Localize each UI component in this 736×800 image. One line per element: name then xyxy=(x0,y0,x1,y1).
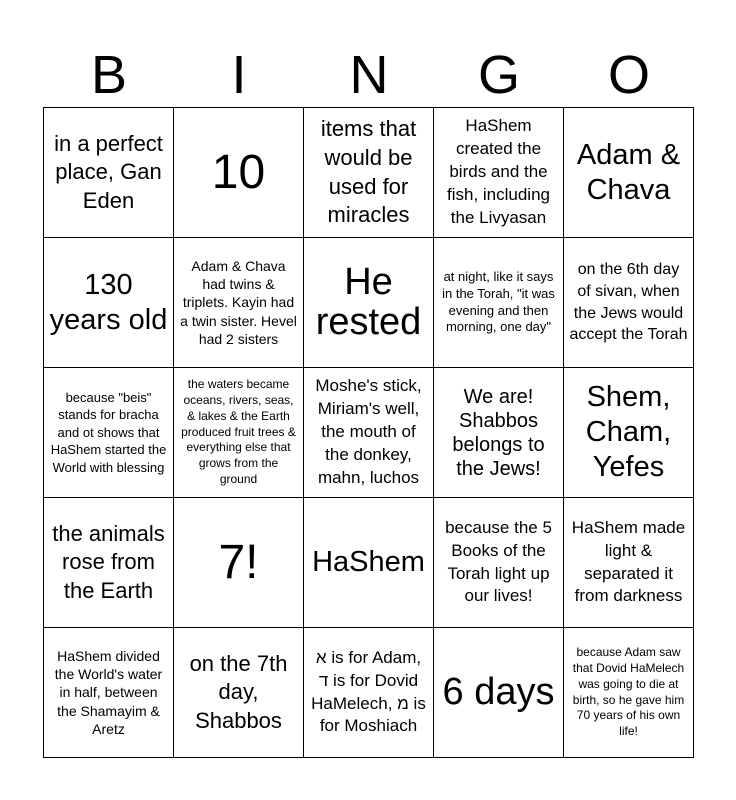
cell-text: HaShem divided the World's water in half, between the Shamayim & Aretz xyxy=(54,648,163,737)
cell-text: 7! xyxy=(218,535,259,589)
bingo-cell-r2c1[interactable] xyxy=(44,238,174,368)
bingo-cell-r4c1[interactable] xyxy=(44,498,174,628)
bingo-cell-r2c4[interactable] xyxy=(434,238,564,368)
bingo-cell-r4c3[interactable] xyxy=(304,498,434,628)
cell-text: items that would be used for miracles xyxy=(320,116,417,228)
bingo-cell-r1c3[interactable] xyxy=(304,108,434,238)
cell-text: HaShem created the birds and the fish, including the Livyasan xyxy=(446,116,550,227)
cell-text: Moshe's stick, Miriam's well, the mouth of the donkey, mahn, luchos xyxy=(315,376,422,487)
cell-text: the waters became oceans, rivers, seas, & lakes & the Earth produced fruit trees & everything else that grows from the ground xyxy=(181,377,296,487)
bingo-cell-r3c4[interactable] xyxy=(434,368,564,498)
cell-text: at night, like it says in the Torah, "it was evening and then morning, one day" xyxy=(442,268,555,335)
bingo-cell-r4c5[interactable] xyxy=(564,498,694,628)
cell-text: because Adam saw that Dovid HaMelech was going to die at birth, so he gave him 70 years of his own life! xyxy=(572,645,685,739)
cell-text: We are! Shabbos belongs to the Jews! xyxy=(452,385,545,480)
cell-text: Adam & Chava xyxy=(576,138,681,206)
cell-text: HaShem xyxy=(312,546,425,579)
header-letter-g: G xyxy=(477,45,520,105)
bingo-cell-r3c2[interactable] xyxy=(174,368,304,498)
bingo-cell-r1c4[interactable] xyxy=(434,108,564,238)
bingo-cell-r3c3[interactable] xyxy=(304,368,434,498)
bingo-cell-r3c1[interactable] xyxy=(44,368,174,498)
bingo-cell-r1c2[interactable] xyxy=(174,108,304,238)
cell-text: 130 years old xyxy=(49,268,168,336)
bingo-cell-r1c1[interactable] xyxy=(44,108,174,238)
cell-text: on the 6th day of sivan, when the Jews would accept the Torah xyxy=(569,261,688,344)
cell-text: א is for Adam, ד is for Dovid HaMelech, מ is for Moshiach xyxy=(311,647,426,736)
cell-text: because "beis" stands for bracha and ot shows that HaShem started the World with blessing xyxy=(50,389,167,475)
bingo-cell-r5c5[interactable] xyxy=(564,628,694,758)
bingo-board xyxy=(43,107,694,758)
cell-text: the animals rose from the Earth xyxy=(52,520,165,603)
bingo-cell-r5c1[interactable] xyxy=(44,628,174,758)
cell-text: 10 xyxy=(211,145,266,199)
cell-text: HaShem made light & separated it from darkness xyxy=(571,517,686,606)
header-letter-b: B xyxy=(90,45,128,105)
header-letter-n: N xyxy=(349,45,389,105)
header-letter-i: I xyxy=(231,45,247,105)
bingo-cell-r4c4[interactable] xyxy=(434,498,564,628)
bingo-cell-r5c3[interactable] xyxy=(304,628,434,758)
cell-text: 6 days xyxy=(442,670,555,713)
cell-text: in a perfect place, Gan Eden xyxy=(54,130,163,213)
bingo-cell-r5c4[interactable] xyxy=(434,628,564,758)
bingo-cell-r2c2[interactable] xyxy=(174,238,304,368)
cell-text: because the 5 Books of the Torah light up our lives! xyxy=(445,517,552,606)
bingo-cell-r2c3[interactable] xyxy=(304,238,434,368)
cell-text: Adam & Chava had twins & triplets. Kayin had a twin sister. Hevel had 2 sisters xyxy=(180,258,297,347)
bingo-cell-r2c5[interactable] xyxy=(564,238,694,368)
bingo-cell-r1c5[interactable] xyxy=(564,108,694,238)
bingo-cell-r5c2[interactable] xyxy=(174,628,304,758)
bingo-header xyxy=(44,44,694,106)
header-letter-o: O xyxy=(607,45,650,105)
bingo-cell-r4c2[interactable] xyxy=(174,498,304,628)
cell-text: on the 7th day, Shabbos xyxy=(189,650,288,733)
bingo-cell-r3c5[interactable] xyxy=(564,368,694,498)
cell-text: Shem, Cham, Yefes xyxy=(585,381,672,483)
cell-text: He rested xyxy=(315,260,422,343)
